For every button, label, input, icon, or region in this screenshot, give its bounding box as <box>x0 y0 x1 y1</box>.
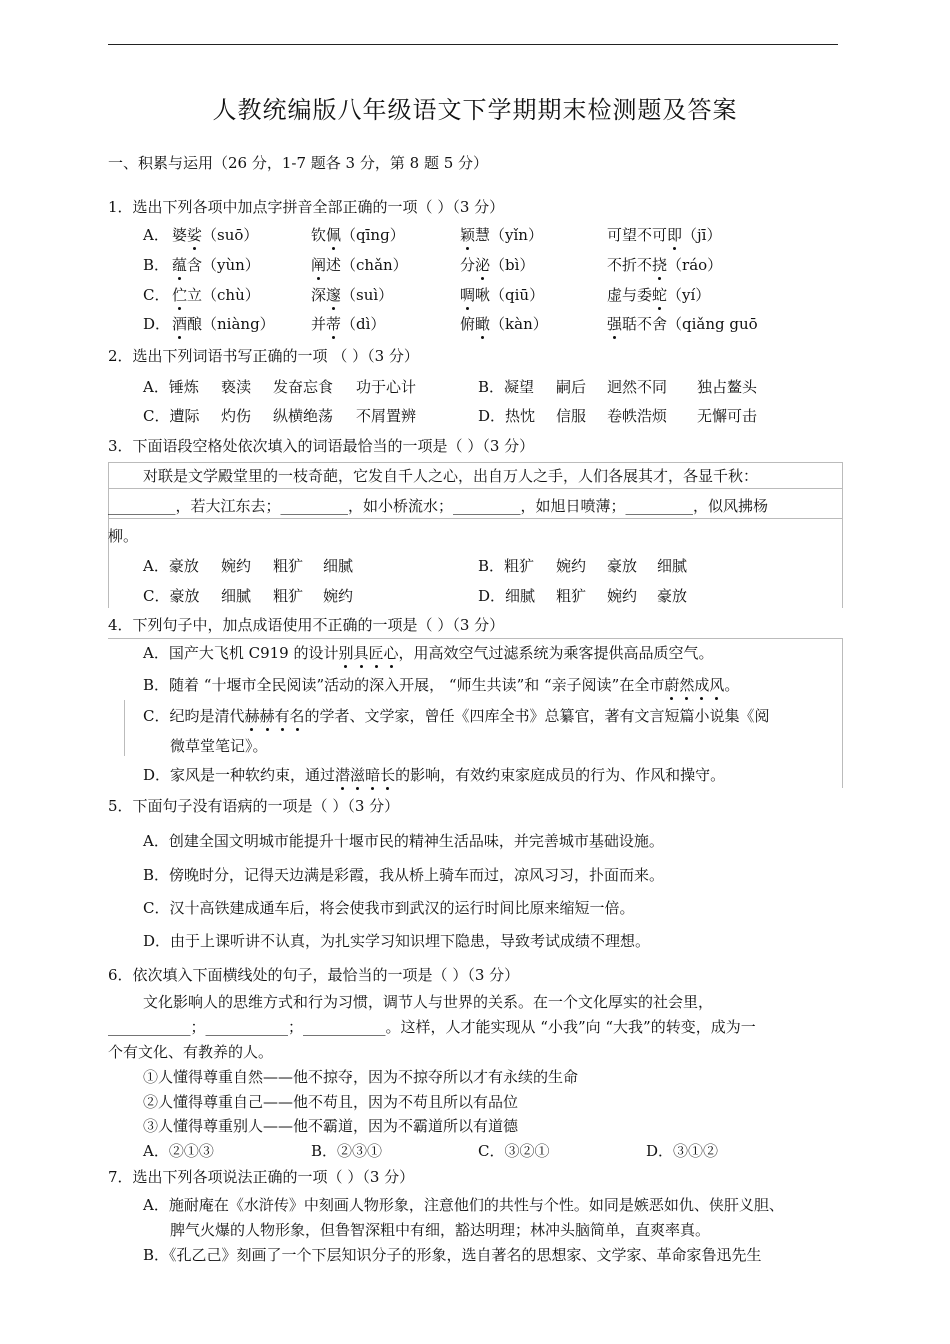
page-title: 人教统编版八年级语文下学期期末检测题及答案 <box>212 96 738 124</box>
q4-box-top <box>108 638 843 639</box>
q3-passage-line1: 对联是文学殿堂里的一枝奇葩，它发自千人之心，出自万人之手，人们各展其才，各显千秋： <box>143 467 759 485</box>
q5-option-b: B．傍晚时分，记得天边满是彩霞，我从桥上骑车而过，凉风习习，扑面而来。 <box>143 866 665 884</box>
q2-stem: 2．选出下列词语书写正确的一项 （ ）（3 分） <box>108 347 419 365</box>
q6-sentence-1: ①人懂得尊重自然——他不掠夺，因为不掠夺所以才有永续的生命 <box>143 1068 579 1086</box>
q1-a-word3: 颖慧（yǐn） <box>460 226 543 244</box>
q3-stem: 3．下面语段空格处依次填入的词语最恰当的一项是（ ）（3 分） <box>108 437 535 455</box>
q1-a-word1: 婆娑（suō） <box>172 226 259 244</box>
q3-passage-line3: 柳。 <box>108 527 139 545</box>
q3-b-2: 婉约 <box>556 557 587 575</box>
q4-box-right <box>842 638 843 788</box>
q2-b-1: B．凝望 <box>478 378 535 396</box>
q7-option-a-line2: 脾气火爆的人物形象，但鲁智深粗中有细，豁达明理；林冲头脑简单，直爽率真。 <box>170 1221 711 1239</box>
q4-a-idiom: 别具匠心 <box>338 644 399 662</box>
q3-c-1: C．豪放 <box>143 587 200 605</box>
q3-b-4: 细腻 <box>657 557 688 575</box>
q7-option-b-line1: B．《孔乙己》刻画了一个下层知识分子的形象，选自著名的思想家、文学家、革命家鲁迅先生 <box>143 1246 762 1264</box>
q6-option-d: D．③①② <box>646 1142 719 1160</box>
q2-c-2: 灼伤 <box>221 407 252 425</box>
q2-a-3: 发奋忘食 <box>273 378 334 396</box>
q2-a-1: A．锤炼 <box>143 378 199 396</box>
q1-b-word3: 分泌（bì） <box>460 256 535 274</box>
q3-a-1: A．豪放 <box>143 557 199 575</box>
q6-passage-line2: ___________；___________；___________。这样，人才能实现从 “小我”向 “大我”的转变，成为一 <box>108 1018 756 1036</box>
q1-d-word2: 并蒂（dì） <box>311 315 386 333</box>
q4-d-idiom: 潜滋暗长 <box>335 766 396 784</box>
q3-box-right <box>842 462 843 608</box>
q3-c-3: 粗犷 <box>273 587 304 605</box>
q3-c-4: 婉约 <box>323 587 354 605</box>
q1-b-word4: 不折不挠（ráo） <box>607 256 723 274</box>
q4-option-d: D．家风是一种软约束，通过潜滋暗长的影响，有效约束家庭成员的行为、作风和操守。 <box>143 766 726 784</box>
q2-c-1: C．遭际 <box>143 407 200 425</box>
q2-b-3: 迥然不同 <box>607 378 668 396</box>
q4-box-left <box>124 700 125 756</box>
q2-c-3: 纵横绝荡 <box>273 407 334 425</box>
q1-d-word1: 酒酿（niàng） <box>172 315 275 333</box>
q3-box-mid2 <box>108 518 843 519</box>
q2-d-2: 信服 <box>556 407 587 425</box>
option-label: C． <box>143 286 170 304</box>
q3-a-3: 粗犷 <box>273 557 304 575</box>
q4-c-idiom: 赫赫有名 <box>244 707 305 725</box>
q3-passage-line2: _________，若大江东去；_________，如小桥流水；_________，如旭日喷薄；_________，似风拂杨 <box>108 497 769 515</box>
q6-passage-line3: 个有文化、有教养的人。 <box>108 1043 274 1061</box>
q6-sentence-2: ②人懂得尊重自己——他不苟且，因为不苟且所以有品位 <box>143 1093 519 1111</box>
q1-c-word4: 虚与委蛇（yí） <box>607 286 711 304</box>
q4-option-c: C．纪昀是清代赫赫有名的学者、文学家，曾任《四库全书》总纂官，著有文言短篇小说集《阅 <box>143 707 770 725</box>
q6-option-a: A．②①③ <box>143 1142 214 1160</box>
q2-d-1: D．热忱 <box>478 407 536 425</box>
q5-option-d: D．由于上课听讲不认真，为扎实学习知识埋下隐患，导致考试成绩不理想。 <box>143 932 651 950</box>
q7-stem: 7．选出下列各项说法正确的一项（ ）（3 分） <box>108 1168 415 1186</box>
q2-d-4: 无懈可击 <box>697 407 758 425</box>
q1-d-word3: 俯瞰（kàn） <box>460 315 548 333</box>
q6-option-c: C．③②① <box>478 1142 550 1160</box>
q1-c-word1: 伫立（chù） <box>172 286 260 304</box>
q3-b-3: 豪放 <box>607 557 638 575</box>
q2-a-4: 功于心计 <box>356 378 417 396</box>
q4-option-b: B．随着 “十堰市全民阅读”活动的深入开展， “师生共读”和 “亲子阅读”在全市蔚然成风。 <box>143 676 740 694</box>
q3-b-1: B．粗犷 <box>478 557 535 575</box>
q1-c-word2: 深邃（suì） <box>311 286 394 304</box>
q2-b-2: 嗣后 <box>556 378 587 396</box>
q6-passage-line1: 文化影响人的思维方式和行为习惯，调节人与世界的关系。在一个文化厚实的社会里， <box>143 993 714 1011</box>
q1-a-word4: 可望不可即（jī） <box>607 226 722 244</box>
q1-b-word2: 阐述（chǎn） <box>311 256 408 274</box>
q7-option-a-line1: A．施耐庵在《水浒传》中刻画人物形象，注意他们的共性与个性。如同是嫉恶如仇、侠肝义胆、 <box>143 1196 784 1214</box>
q3-a-2: 婉约 <box>221 557 252 575</box>
q1-stem: 1．选出下列各项中加点字拼音全部正确的一项（ ）（3 分） <box>108 198 505 216</box>
option-label: A． <box>143 226 169 244</box>
q3-d-2: 粗犷 <box>556 587 587 605</box>
q3-d-3: 婉约 <box>607 587 638 605</box>
q4-option-a: A．国产大飞机 C919 的设计别具匠心，用高效空气过滤系统为乘客提供高品质空气。 <box>143 644 714 662</box>
q1-c-word3: 啁啾（qiū） <box>460 286 545 304</box>
q3-c-2: 细腻 <box>221 587 252 605</box>
q2-b-4: 独占鳌头 <box>697 378 758 396</box>
q5-stem: 5．下面句子没有语病的一项是（ ）（3 分） <box>108 797 400 815</box>
q6-sentence-3: ③人懂得尊重别人——他不霸道，因为不霸道所以有道德 <box>143 1117 519 1135</box>
option-label: D． <box>143 315 171 333</box>
q2-c-4: 不屑置辨 <box>356 407 417 425</box>
q5-option-c: C．汉十高铁建成通车后，将会使我市到武汉的运行时间比原来缩短一倍。 <box>143 899 635 917</box>
q2-a-2: 亵渎 <box>221 378 252 396</box>
section-heading: 一、积累与运用（26 分，1-7 题各 3 分，第 8 题 5 分） <box>108 154 489 172</box>
q1-d-word4: 强聒不舍（qiǎng guō <box>607 315 758 333</box>
q3-d-1: D．细腻 <box>478 587 536 605</box>
q6-stem: 6．依次填入下面横线处的句子，最恰当的一项是（ ）（3 分） <box>108 966 520 984</box>
q3-d-4: 豪放 <box>657 587 688 605</box>
q4-b-idiom: 蔚然成风 <box>664 676 725 694</box>
q5-option-a: A．创建全国文明城市能提升十堰市民的精神生活品味，并完善城市基础设施。 <box>143 832 664 850</box>
q3-box-mid1 <box>108 488 843 489</box>
q4-stem: 4．下列句子中，加点成语使用不正确的一项是（ ）（3 分） <box>108 616 505 634</box>
q6-option-b: B．②③① <box>311 1142 383 1160</box>
q1-b-word1: 蕴含（yùn） <box>172 256 260 274</box>
q3-box-top <box>108 462 843 463</box>
q3-a-4: 细腻 <box>323 557 354 575</box>
q4-option-c-cont: 微草堂笔记》。 <box>170 737 268 755</box>
q1-a-word2: 钦佩（qīnɡ） <box>311 226 405 244</box>
q2-d-3: 卷帙浩烦 <box>607 407 668 425</box>
option-label: B． <box>143 256 170 274</box>
header-rule <box>108 44 838 45</box>
